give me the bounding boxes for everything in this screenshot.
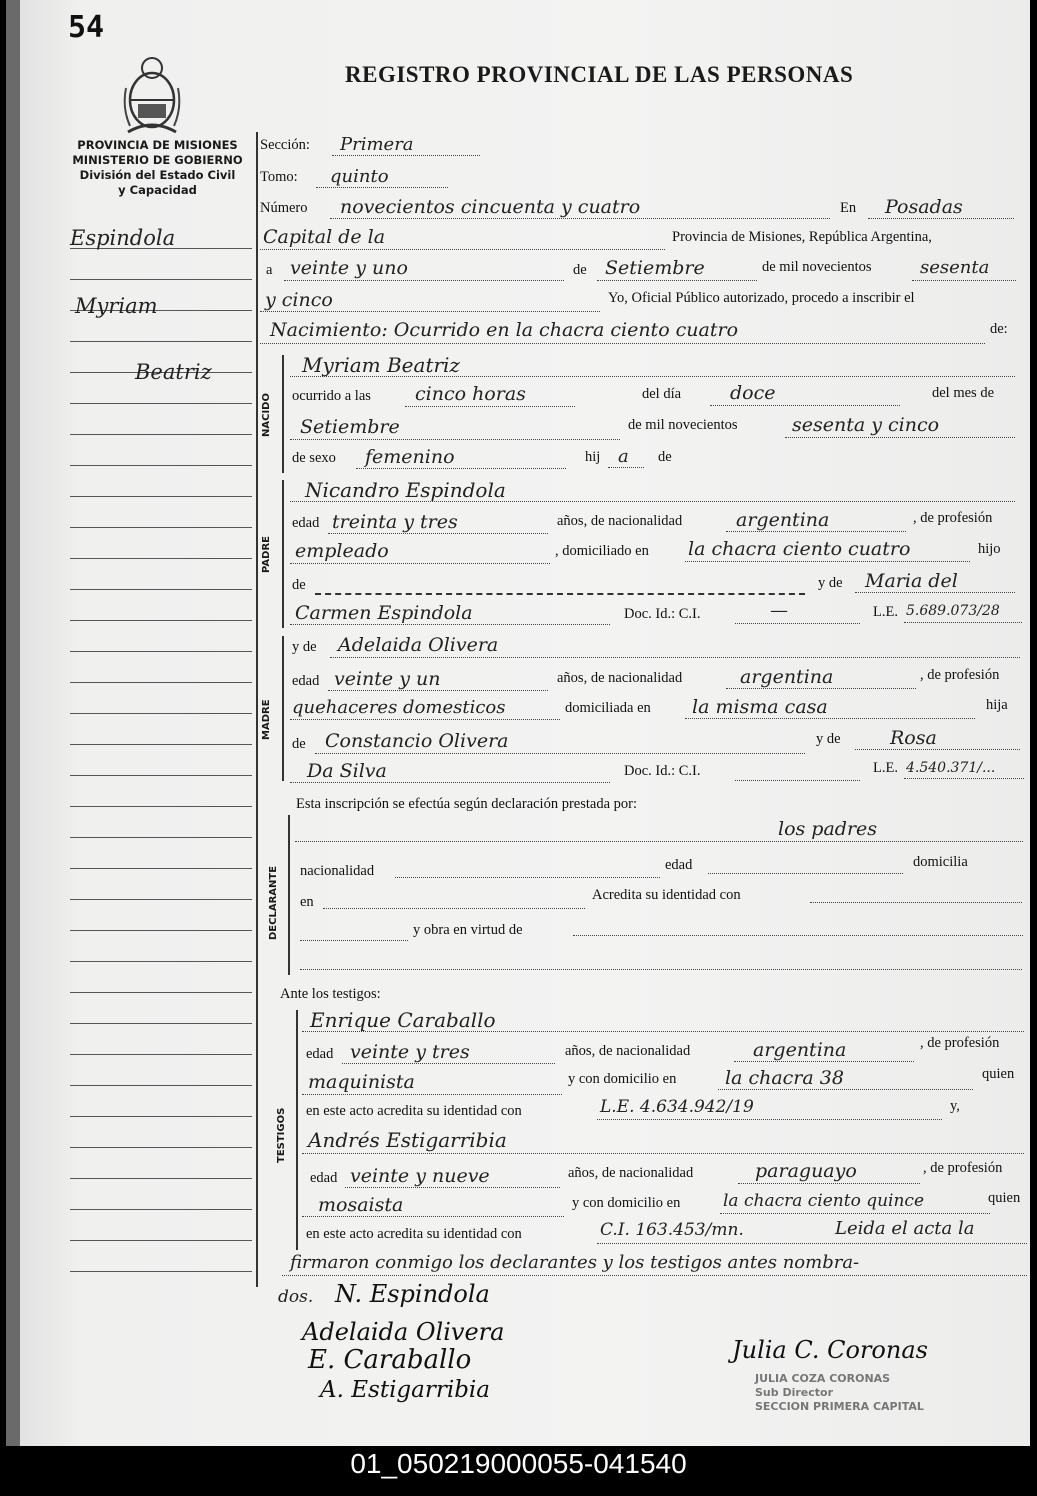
t1-quien-label: quien: [982, 1066, 1015, 1082]
t2-dom-line: [720, 1212, 990, 1214]
padre-dom-value: la chacra ciento cuatro: [688, 538, 911, 560]
authority-line: División del Estado Civil: [79, 168, 236, 182]
madre-hija-label: hija: [986, 697, 1008, 713]
nacido-tag: NACIDO: [261, 393, 272, 437]
padre-nac-value: argentina: [736, 509, 830, 531]
signature-official: Julia C. Coronas: [732, 1336, 928, 1364]
nacido-mil-label: de mil novecientos: [628, 417, 738, 433]
madre-nac-label: años, de nacionalidad: [557, 670, 683, 686]
mes-value: Setiembre: [605, 257, 705, 279]
a-line: [284, 279, 564, 281]
madre-prof-value: quehaceres domesticos: [292, 697, 506, 718]
nacido-de-label: de: [658, 449, 672, 465]
madre-madre2-value: Da Silva: [307, 760, 387, 782]
dia-value: doce: [730, 382, 776, 404]
official-stamp: [755, 1372, 924, 1414]
anio-value: sesenta: [920, 257, 990, 278]
padre-prof-label: , de profesión: [913, 510, 993, 526]
national-seal-icon: [120, 48, 184, 140]
declarante-nac-line: [395, 876, 660, 878]
margin-rule: [70, 434, 252, 435]
declarante-obra-label: y obra en virtud de: [413, 922, 523, 938]
a-label: a: [266, 262, 273, 278]
sexo-label: de sexo: [292, 450, 336, 466]
margin-rule: [70, 744, 252, 745]
hij-label: hij: [585, 449, 601, 465]
t2-leida-text: Leida el acta la: [835, 1218, 975, 1239]
margin-rule: [70, 1054, 252, 1055]
margin-divider: [256, 132, 258, 1287]
t1-dom-value: la chacra 38: [725, 1067, 844, 1089]
mil-text: de mil novecientos: [762, 259, 872, 275]
margin-rule: [70, 1116, 252, 1117]
provincia-text: Provincia de Misiones, República Argentina,: [672, 229, 932, 245]
padre-ci-line: [735, 622, 860, 624]
madre-tag: MADRE: [261, 699, 272, 741]
seccion-label: Sección:: [260, 137, 310, 153]
mes-label: del mes de: [932, 385, 995, 401]
en-label: En: [840, 200, 857, 216]
madre-y-de-label: y de: [292, 639, 317, 655]
margin-rule: [70, 1240, 252, 1241]
padre-tag: PADRE: [261, 536, 272, 574]
testigos-tag: TESTIGOS: [276, 1107, 287, 1163]
madre-nac-value: argentina: [740, 666, 834, 688]
madre-de-label: de: [292, 736, 306, 752]
margin-rule: [70, 279, 252, 280]
declarante-obra-line: [573, 934, 1023, 936]
seccion-value: Primera: [340, 134, 414, 155]
margin-rule: [70, 1023, 252, 1024]
signature-mother: Adelaida Olivera: [302, 1318, 505, 1346]
mes-line: [597, 279, 757, 281]
madre-madre-value: Rosa: [890, 727, 937, 749]
dia-label: del día: [642, 386, 682, 402]
margin-rule: [70, 1085, 252, 1086]
madre-edad-label: edad: [292, 673, 320, 689]
padre-dom-label: , domiciliado en: [555, 543, 649, 559]
madre-padre-value: Constancio Olivera: [325, 730, 509, 752]
hij-value: a: [618, 446, 629, 467]
margin-rule: [70, 527, 252, 528]
margin-rule: [70, 403, 252, 404]
declarante-edad-label: edad: [665, 857, 693, 873]
nacido-mes-value: Setiembre: [300, 416, 400, 438]
signature-witness-2: A. Estigarribia: [320, 1377, 490, 1403]
margin-rule: [70, 1209, 252, 1210]
t2-acredita-label: en este acto acredita su identidad con: [306, 1226, 522, 1242]
declarante-por-value: los padres: [778, 818, 878, 840]
margin-rule: [70, 558, 252, 559]
padre-de-line: [315, 592, 805, 595]
declarante-bottom-line: [300, 968, 1022, 970]
t2-quien-label: quien: [988, 1190, 1021, 1206]
margin-rule: [70, 1178, 252, 1179]
declarante-por-line: [295, 840, 1023, 842]
numero-label: Número: [260, 200, 308, 216]
oficial-text: Yo, Oficial Público autorizado, procedo a inscribir el: [608, 290, 915, 306]
anio2-value: y cinco: [265, 289, 333, 311]
margin-rule: [70, 651, 252, 652]
closing-line-1: [282, 1274, 1027, 1276]
t1-nac-value: argentina: [753, 1039, 847, 1061]
declarante-en-label: en: [300, 894, 314, 910]
padre-y-de-label: y de: [818, 575, 843, 591]
declarante-bracket: [288, 815, 290, 975]
t2-nac-label: años, de nacionalidad: [568, 1165, 694, 1181]
t2-dom-value: la chacra ciento quince: [723, 1191, 925, 1211]
signature-father: N. Espindola: [335, 1280, 490, 1308]
margin-rule: [70, 992, 252, 993]
sexo-value: femenino: [365, 446, 455, 468]
madre-y-de2-label: y de: [816, 731, 841, 747]
padre-bracket: [282, 480, 284, 628]
declarante-en-line: [323, 907, 585, 909]
madre-padre-line: [315, 752, 805, 754]
hora-value: cinco horas: [415, 383, 526, 405]
page-number: 54: [68, 10, 105, 45]
margin-rule: [70, 589, 252, 590]
declarante-acredita-line: [810, 901, 1022, 903]
margin-first-name: Myriam: [75, 294, 158, 318]
register-page: [6, 0, 1030, 1446]
testigos-intro: Ante los testigos:: [280, 986, 381, 1002]
padre-nac-label: años, de nacionalidad: [557, 513, 683, 529]
margin-rule: [70, 837, 252, 838]
t1-prof-value: maquinista: [308, 1071, 415, 1093]
document-id-footer: 01_050219000055-041540: [350, 1448, 687, 1479]
margin-rule: [70, 713, 252, 714]
t2-prof-value: mosaista: [318, 1194, 404, 1216]
declarante-dom-label: domicilia: [913, 854, 968, 870]
margin-rule: [70, 1271, 252, 1272]
padre-doc-label: Doc. Id.: C.I.: [624, 606, 701, 622]
t2-nac-line: [738, 1182, 920, 1184]
padre-hijo-label: hijo: [978, 541, 1001, 557]
capital-value: Capital de la: [263, 226, 386, 248]
t2-name: Andrés Estigarribia: [308, 1128, 507, 1152]
stamp-line: SECCION PRIMERA CAPITAL: [755, 1400, 924, 1413]
madre-prof-label: , de profesión: [920, 667, 1000, 683]
declarante-tag: DECLARANTE: [268, 865, 279, 940]
padre-dom-line: [685, 560, 970, 562]
t1-doc-value: L.E. 4.634.942/19: [600, 1097, 754, 1117]
t1-dom-label: y con domicilio en: [568, 1071, 677, 1087]
margin-rule: [70, 465, 252, 466]
closing-text-1: firmaron conmigo los declarantes y los testigos antes nombra-: [290, 1252, 860, 1273]
t2-name-line: [302, 1152, 1024, 1154]
nacido-anio-value: sesenta y cinco: [792, 414, 940, 436]
declarante-edad-line: [708, 872, 903, 874]
padre-edad-label: edad: [292, 515, 320, 531]
madre-bracket: [282, 636, 284, 781]
nacido-bracket: [282, 355, 284, 473]
issuing-authority: [60, 138, 255, 198]
margin-rule: [70, 930, 252, 931]
declarante-nac-label: nacionalidad: [300, 863, 375, 879]
madre-prof-line: [290, 718, 560, 720]
testigos-bracket: [296, 1010, 298, 1250]
madre-le-label: L.E.: [873, 760, 898, 776]
de2-label: de:: [990, 321, 1008, 337]
margin-rule: [70, 1147, 252, 1148]
declarante-acredita-label: Acredita su identidad con: [592, 887, 741, 903]
madre-name: Adelaida Olivera: [338, 634, 499, 656]
t1-y-label: y,: [950, 1098, 960, 1114]
padre-le-line: [904, 621, 1022, 623]
padre-le-value: 5.689.073/28: [906, 603, 1000, 619]
authority-line: PROVINCIA DE MISIONES: [77, 138, 238, 152]
tomo-value: quinto: [330, 166, 389, 187]
padre-edad-value: treinta y tres: [332, 511, 458, 533]
padre-name: Nicandro Espindola: [305, 478, 506, 502]
t2-doc-value: C.I. 163.453/mn.: [600, 1220, 744, 1240]
madre-dom-value: la misma casa: [692, 696, 828, 718]
tomo-label: Tomo:: [260, 169, 298, 185]
margin-middle-name: Beatriz: [135, 360, 212, 384]
t2-prof-label: , de profesión: [923, 1160, 1003, 1176]
madre-doc-label: Doc. Id.: C.I.: [624, 763, 701, 779]
padre-madre-value: Maria del: [865, 570, 958, 592]
t1-prof-label: , de profesión: [920, 1035, 1000, 1051]
margin-rule: [70, 341, 252, 342]
t1-acredita-label: en este acto acredita su identidad con: [306, 1103, 522, 1119]
en-value: Posadas: [885, 196, 963, 218]
margin-rule: [70, 496, 252, 497]
t2-edad-value: veinte y nueve: [350, 1165, 490, 1187]
madre-le-value: 4.540.371/...: [906, 760, 996, 776]
madre-le-line: [904, 777, 1024, 779]
t2-edad-label: edad: [310, 1170, 338, 1186]
madre-ci-line: [735, 779, 860, 781]
margin-rule: [70, 868, 252, 869]
t1-edad-value: veinte y tres: [350, 1041, 470, 1063]
acto-value: Nacimiento: Ocurrido en la chacra ciento cuatro: [270, 319, 739, 341]
stamp-line: JULIA COZA CORONAS: [755, 1372, 891, 1385]
closing-text-2: dos.: [278, 1287, 314, 1307]
declarante-intro: Esta inscripción se efectúa según declaración prestada por:: [296, 796, 638, 812]
dia-line: [710, 404, 900, 406]
de-label: de: [573, 262, 587, 278]
padre-ci-value: —: [770, 600, 788, 621]
padre-le-label: L.E.: [873, 604, 898, 620]
numero-value: novecientos cincuenta y cuatro: [340, 196, 641, 218]
t1-doc-line: [597, 1118, 942, 1120]
document-title: REGISTRO PROVINCIAL DE LAS PERSONAS: [345, 62, 854, 87]
margin-rule: [70, 682, 252, 683]
capital-line: [260, 248, 665, 250]
acto-line: [260, 342, 985, 344]
signature-witness-1: E. Caraballo: [308, 1345, 472, 1375]
hora-line: [405, 405, 575, 407]
padre-prof-value: empleado: [295, 540, 389, 562]
anio-line: [912, 279, 1016, 281]
ocurrido-label: ocurrido a las: [292, 388, 371, 404]
madre-dom-label: domiciliada en: [565, 700, 651, 716]
t1-nac-label: años, de nacionalidad: [565, 1043, 691, 1059]
t1-edad-label: edad: [306, 1046, 334, 1062]
madre-madre-line: [855, 748, 1020, 750]
padre-de-label: de: [292, 577, 306, 593]
t1-name: Enrique Caraballo: [310, 1008, 496, 1032]
authority-line: MINISTERIO DE GOBIERNO: [72, 153, 243, 167]
madre-edad-value: veinte y un: [334, 668, 441, 690]
padre-madre2-value: Carmen Espindola: [295, 602, 473, 624]
stamp-line: Sub Director: [755, 1386, 834, 1399]
margin-rule: [70, 806, 252, 807]
a-value: veinte y uno: [290, 257, 408, 279]
madre-name-line: [330, 656, 1020, 658]
nacido-anio-line: [785, 436, 1015, 438]
declarante-extra-line: [300, 939, 408, 941]
nacido-mes-line: [290, 438, 620, 440]
t1-prof-line: [302, 1093, 562, 1095]
margin-rule: [70, 961, 252, 962]
t2-nac-value: paraguayo: [755, 1160, 857, 1182]
padre-prof-line: [290, 562, 550, 564]
margin-rule: [70, 775, 252, 776]
nacido-name: Myriam Beatriz: [302, 353, 460, 377]
t2-dom-label: y con domicilio en: [572, 1195, 681, 1211]
authority-line: y Capacidad: [118, 183, 197, 197]
margin-surname: Espindola: [70, 226, 176, 250]
margin-rule: [70, 620, 252, 621]
margin-rule: [70, 899, 252, 900]
t2-doc-line: [597, 1242, 1027, 1244]
